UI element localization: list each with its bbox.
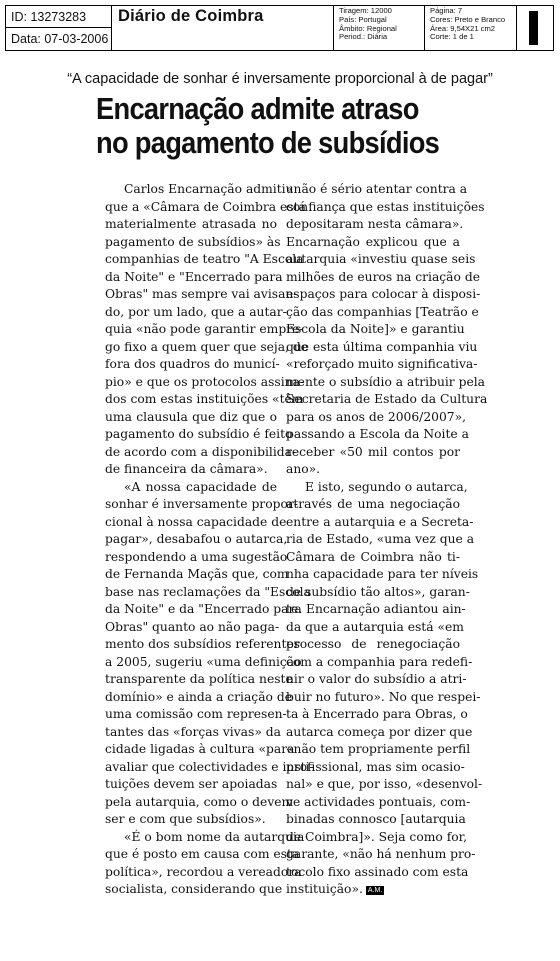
publication-name: Diário de Coimbra: [118, 7, 264, 25]
text-line: que esta última companhia viu: [286, 339, 478, 354]
text-line: depositaram nesta câmara».: [286, 217, 464, 231]
text-line: garante, «não há nenhum pro-: [286, 847, 476, 861]
info-line: País: Portugal: [339, 14, 387, 24]
text-line: cidade ligadas à cultura «para: [105, 742, 295, 756]
text-line: para os anos de 2006/2007»,: [286, 409, 467, 424]
text-line: transparente da política neste: [105, 672, 293, 686]
text-line: nal» e que, por isso, «desenvol-: [286, 777, 483, 791]
clipping-id: ID: 13273283: [6, 6, 111, 28]
info-line: Página: 7: [430, 6, 463, 15]
text-line: com a companhia para redefi-: [286, 654, 473, 669]
info-line: Cores: Preto e Branco: [430, 14, 506, 24]
marker-cell: [517, 6, 553, 50]
info-line: Corte: 1 de 1: [430, 32, 474, 42]
text-line: [286, 881, 460, 899]
publication-cell: [112, 6, 334, 50]
text-line: receber «50 mil contos por: [286, 444, 460, 459]
text-line: buir no futuro». No que respei-: [286, 689, 481, 704]
text-line: fora dos quadros do municí-: [105, 357, 280, 371]
info-line: Área: 9,54X21 cm2: [430, 23, 496, 33]
article-headline: [96, 92, 439, 160]
article-kicker: “A capacidade de sonhar é inversamente proporcional à de pagar”: [67, 71, 493, 87]
text-line: de Fernanda Maçãs que, com: [105, 567, 289, 581]
text-line: através de uma negociação: [286, 497, 460, 511]
text-line: «não é sério atentar contra a: [286, 182, 468, 196]
text-line: Escola da Noite]» e garantiu: [286, 322, 465, 336]
text-line: socialista, considerando que: [105, 882, 283, 896]
clipping-date: Data: 07-03-2006: [11, 32, 109, 46]
clipping-header: [5, 5, 554, 51]
text-line: Câmara de Coimbra não ti-: [286, 549, 460, 564]
text-line: entre a autarquia e a Secreta-: [286, 514, 474, 529]
text-line: de Coimbra]». Seja como for,: [286, 829, 468, 844]
text-line: pio» e que os protocolos assina-: [105, 374, 305, 389]
text-line: sonhar é inversamente propor-: [105, 497, 298, 511]
text-line: política», recordou a vereadora: [105, 864, 302, 879]
text-line: autarquia «investiu quase seis: [286, 252, 476, 266]
text-line: tantes das «forças vivas» da: [105, 724, 281, 739]
text-line: confiança que estas instituições: [286, 199, 485, 214]
text-line: Encarnação explicou que a: [286, 234, 460, 249]
text-line: ta à Encerrado para Obras, o: [286, 707, 468, 721]
text-line: da que a autarquia está «em: [286, 619, 464, 634]
article-column-left: [105, 181, 314, 899]
text-line: base nas reclamações da "Escola: [105, 584, 311, 599]
author-signature: A.M.: [367, 887, 383, 894]
text-line: passando a Escola da Noite a: [286, 427, 469, 441]
text-line: «não tem propriamente perfil: [286, 742, 471, 756]
text-line: «A nossa capacidade de: [124, 479, 277, 494]
text-line: go fixo a quem quer que seja, de: [105, 339, 309, 354]
text-line: de subsídio tão altos», garan-: [286, 584, 470, 599]
text-line: respondendo a uma sugestão: [105, 549, 288, 564]
headline-line: no pagamento de subsídios: [96, 125, 440, 160]
text-line: Secretaria de Estado da Cultura: [286, 392, 488, 406]
text-line: espaços para colocar à disposi-: [286, 287, 481, 301]
black-marker: [529, 11, 538, 45]
text-line: ção das companhias [Teatrão e: [286, 304, 479, 319]
text-line: da Noite" e "Encerrado para: [105, 269, 283, 284]
info-line: Âmbito: Regional: [339, 23, 397, 33]
headline-line: Encarnação admite atraso: [96, 91, 419, 126]
text-line: Obras" quanto ao não paga-: [105, 619, 280, 634]
text-line: ve actividades pontuais, com-: [286, 794, 471, 809]
text-line: ano».: [286, 462, 321, 476]
text-line: de acordo com a disponibilida-: [105, 444, 297, 459]
text-line: do, por um lado, que a autar-: [105, 304, 287, 319]
text-line: processo de renegociação: [286, 637, 460, 651]
text-line: pagar», desabafou o autarca,: [105, 532, 288, 546]
text-line: dos com estas instituições «têm: [105, 392, 304, 406]
text-line: pela autarquia, como o devem: [105, 794, 294, 809]
article-column-right: [286, 181, 488, 899]
text-line: nir o valor do subsídio a atri-: [286, 672, 467, 686]
text-line: autarca começa por dizer que: [286, 724, 473, 739]
text-line: que é posto em causa com esta: [105, 847, 300, 861]
text-line: companhias de teatro "A Escola: [105, 252, 304, 266]
text-line: te. Encarnação adiantou ain-: [286, 602, 466, 616]
text-line: pagamento do subsídio é feito: [105, 427, 293, 441]
text-line: de financeira da câmara».: [105, 462, 268, 476]
info-line: Period.: Diária: [339, 32, 388, 42]
text-line: pagamento de subsídios» às: [105, 234, 281, 249]
text-line: binadas connosco [autarquia: [286, 812, 466, 826]
text-line: nha capacidade para ter níveis: [286, 567, 479, 581]
text-line: «É o bom nome da autarquia: [124, 829, 305, 844]
text-line: da Noite" e da "Encerrado para: [105, 602, 302, 616]
text-line: tocolo fixo assinado com esta: [286, 864, 469, 879]
text-line: domínio» e ainda a criação de: [105, 689, 292, 704]
info-line: Tiragem: 12000: [339, 6, 392, 15]
text-line: ser e com que subsídios».: [105, 812, 266, 826]
text-line: mento dos subsídios referentes: [105, 637, 300, 651]
text-line: Carlos Encarnação admitiu: [124, 182, 294, 196]
text-line: «reforçado muito significativa-: [286, 357, 478, 371]
text-line: uma comissão com represen-: [105, 707, 287, 721]
text-line: quia «não pode garantir empre-: [105, 322, 304, 336]
text-line: materialmente atrasada no: [105, 217, 277, 231]
line-text: instituição».: [286, 882, 363, 896]
clipping-id-cell: [6, 6, 112, 50]
text-line: profissional, mas sim ocasio-: [286, 759, 465, 774]
text-line: mente o subsídio a atribuir pela: [286, 374, 486, 389]
text-line: E isto, segundo o autarca,: [305, 479, 468, 494]
text-line: cional à nossa capacidade de: [105, 514, 287, 529]
text-line: avaliar que colectividades e insti-: [105, 759, 314, 774]
text-line: a 2005, sugeriu «uma definição: [105, 654, 302, 669]
text-line: Obras" mas sempre vai avisan-: [105, 287, 298, 301]
text-line: que a «Câmara de Coimbra está: [105, 199, 306, 214]
text-line: milhões de euros na criação de: [286, 269, 480, 284]
text-line: uma clausula que diz que o: [105, 409, 277, 424]
page-info: [425, 6, 517, 50]
text-line: ria de Estado, «uma vez que a: [286, 532, 475, 546]
text-line: tuições devem ser apoiadas: [105, 777, 278, 791]
circulation-info: [334, 6, 425, 50]
